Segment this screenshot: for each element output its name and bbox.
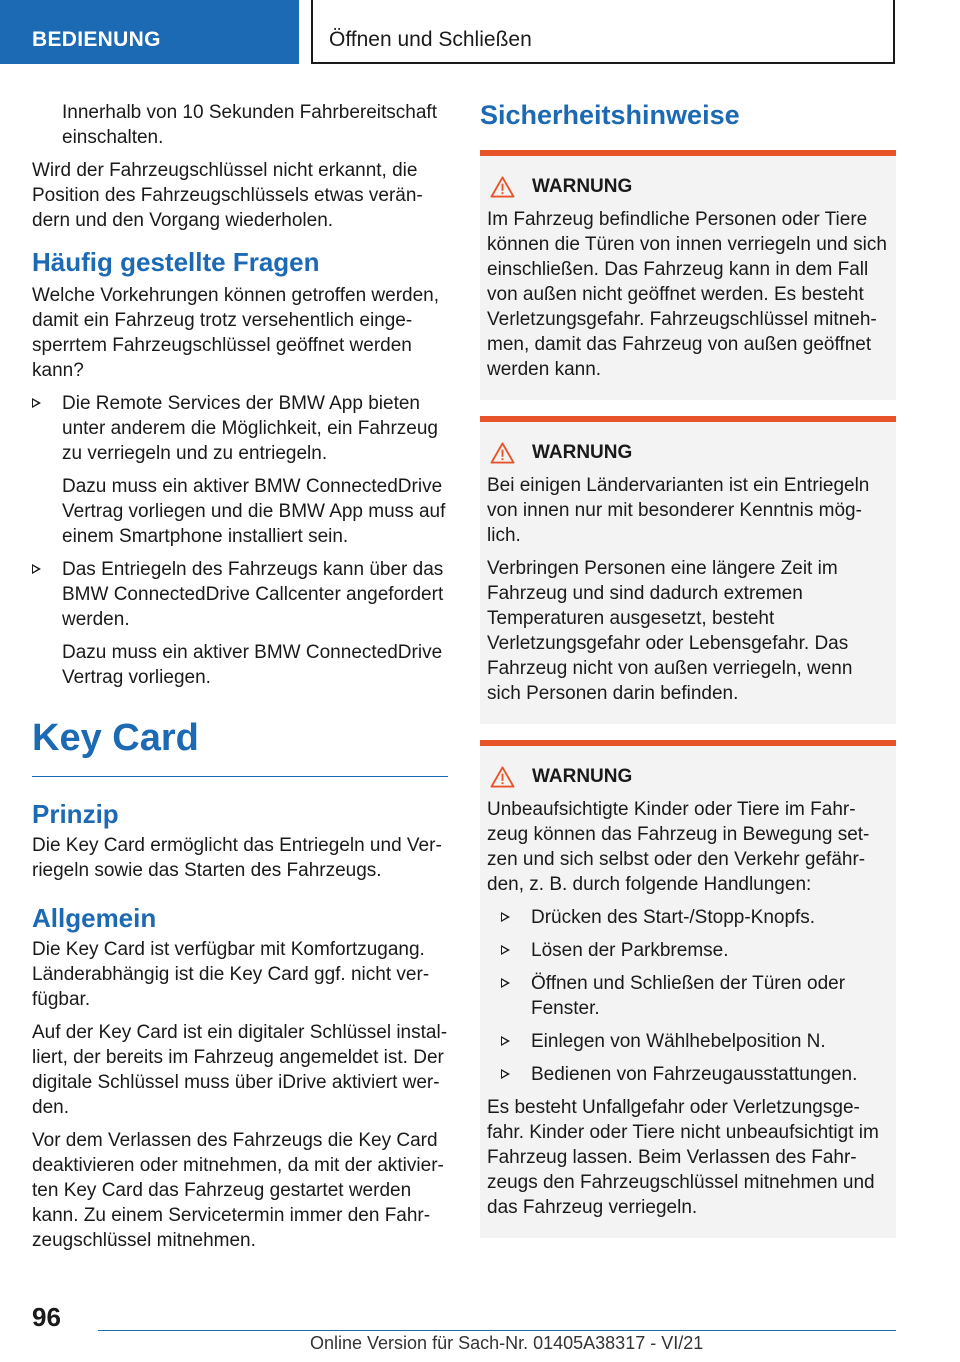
page-number: 96	[32, 1302, 61, 1332]
chapter-tab	[311, 0, 895, 64]
allgemein-paragraph: Die Key Card ist verfügbar mit Komfortzugang. Länderabhängig ist die Key Card ggf. nicht verfügbar.	[32, 939, 430, 1010]
intro-step-text: Innerhalb von 10 Sekunden Fahrbereitschaft einschalten.	[62, 102, 437, 148]
warning-title	[487, 174, 888, 199]
list-item	[501, 1029, 888, 1054]
triangle-bullet-icon	[501, 1036, 510, 1046]
triangle-bullet-icon	[501, 1069, 510, 1079]
keycard-title: Key Card	[32, 717, 199, 759]
list-item-subtext: Dazu muss ein aktiver BMW ConnectedDrive Vertrag vorliegen.	[62, 642, 443, 688]
list-item	[32, 557, 448, 690]
warning-triangle-icon	[490, 176, 515, 198]
list-item-text: Öffnen und Schließen der Türen oder Fenster.	[531, 973, 846, 1019]
list-item-text: Bedienen von Fahrzeugausstattungen.	[531, 1064, 858, 1085]
footer-online-version: Online Version für Sach-Nr. 01405A38317 - VI/21	[310, 1333, 704, 1353]
triangle-bullet-icon	[32, 564, 41, 574]
triangle-bullet-icon	[501, 978, 510, 988]
list-item-text: Einlegen von Wählhebelposition N.	[531, 1031, 826, 1052]
prinzip-heading: Prinzip	[32, 799, 119, 829]
allgemein-paragraph: Auf der Key Card ist ein digitaler Schlüssel installiert, der bereits im Fahrzeug angemeldet ist. Der digitale Schlüssel muss über iDrive aktiviert werden.	[32, 1022, 448, 1118]
warning-box	[480, 416, 896, 724]
warning-text: Bei einigen Ländervarianten ist ein Entriegeln von innen nur mit besonderer Kenntnis möglich.	[487, 475, 870, 546]
triangle-bullet-icon	[501, 912, 510, 922]
warning-action-list	[487, 905, 888, 1087]
triangle-bullet-icon	[32, 398, 41, 408]
list-item	[501, 1062, 888, 1087]
allgemein-heading: Allgemein	[32, 903, 157, 933]
warning-triangle-icon	[490, 766, 515, 788]
prinzip-text: Die Key Card ermöglicht das Entriegeln und Verriegeln sowie das Starten des Fahrzeugs.	[32, 835, 442, 881]
title-divider	[32, 776, 448, 777]
warning-text: Verbringen Personen eine längere Zeit im Fahrzeug und sind dadurch extremen Temperaturen ausgesetzt, besteht Verletzungsgefahr oder Lebensgefahr. Das Fahrzeug nicht von außen verriegeln, wenn sich Personen darin befinden.	[487, 558, 853, 704]
warning-text: Unbeaufsichtigte Kinder oder Tiere im Fahrzeug können das Fahrzeug in Bewegung setzen und sich selbst oder den Verkehr gefährden, z. B. durch folgende Handlungen:	[487, 799, 870, 895]
allgemein-paragraph: Vor dem Verlassen des Fahrzeugs die Key Card deaktivieren oder mitnehmen, da mit der aktivierten Key Card das Fahrzeug gestartet werden kann. Zu einem Servicetermin immer den Fahrzeugschlüssel mitnehmen.	[32, 1130, 444, 1251]
faq-answer-list	[32, 391, 448, 690]
left-column	[32, 100, 448, 1261]
intro-paragraph: Wird der Fahrzeugschlüssel nicht erkannt, die Position des Fahrzeugschlüssels etwas verändern und den Vorgang wiederholen.	[32, 160, 423, 231]
faq-question: Welche Vorkehrungen können getroffen werden, damit ein Fahrzeug trotz versehentlich eingesperrtem Fahrzeugschlüssel geöffnet werden kann?	[32, 285, 440, 381]
warning-title	[487, 764, 888, 789]
warning-text: Es besteht Unfallgefahr oder Verletzungsgefahr. Kinder oder Tiere nicht unbeaufsichtigt im Fahrzeug lassen. Beim Verlassen des Fahrzeugs den Fahrzeugschlüssel mitnehmen und das Fahrzeug verriegeln.	[487, 1097, 879, 1218]
list-item	[501, 938, 888, 963]
list-item-text: Das Entriegeln des Fahrzeugs kann über das BMW ConnectedDrive Callcenter angefordert werden.	[62, 559, 444, 630]
right-column	[480, 100, 896, 1254]
list-item-text: Lösen der Parkbremse.	[531, 940, 729, 961]
list-item-text: Drücken des Start-/Stopp-Knopfs.	[531, 907, 816, 928]
list-item	[501, 905, 888, 930]
footer-divider	[98, 1330, 896, 1331]
safety-heading: Sicherheitshinweise	[480, 100, 740, 130]
list-item-subtext: Dazu muss ein aktiver BMW ConnectedDrive Vertrag vorliegen und die BMW App muss auf einem Smartphone installiert sein.	[62, 476, 446, 547]
list-item	[32, 391, 448, 549]
section-tab	[0, 0, 299, 64]
warning-text: Im Fahrzeug befindliche Personen oder Tiere können die Türen von innen verriegeln und sich einschließen. Das Fahrzeug kann in dem Fall von außen nicht geöffnet werden. Es besteht Verletzungsgefahr. Fahrzeugschlüssel mitnehmen, damit das Fahrzeug von außen geöffnet werden kann.	[487, 209, 887, 380]
warning-label: WARNUNG	[532, 766, 633, 787]
warning-label: WARNUNG	[532, 442, 633, 463]
warning-box	[480, 740, 896, 1238]
warning-box	[480, 150, 896, 400]
triangle-bullet-icon	[501, 945, 510, 955]
chapter-title: Öffnen und Schließen	[329, 28, 532, 51]
warning-triangle-icon	[490, 442, 515, 464]
warning-title	[487, 440, 888, 465]
list-item-text: Die Remote Services der BMW App bieten unter anderem die Möglichkeit, ein Fahrzeug zu verriegeln und zu entriegeln.	[62, 393, 438, 464]
warning-label: WARNUNG	[532, 176, 633, 197]
list-item	[501, 971, 888, 1021]
section-title: BEDIENUNG	[32, 28, 161, 51]
faq-heading: Häufig gestellte Fragen	[32, 247, 320, 277]
